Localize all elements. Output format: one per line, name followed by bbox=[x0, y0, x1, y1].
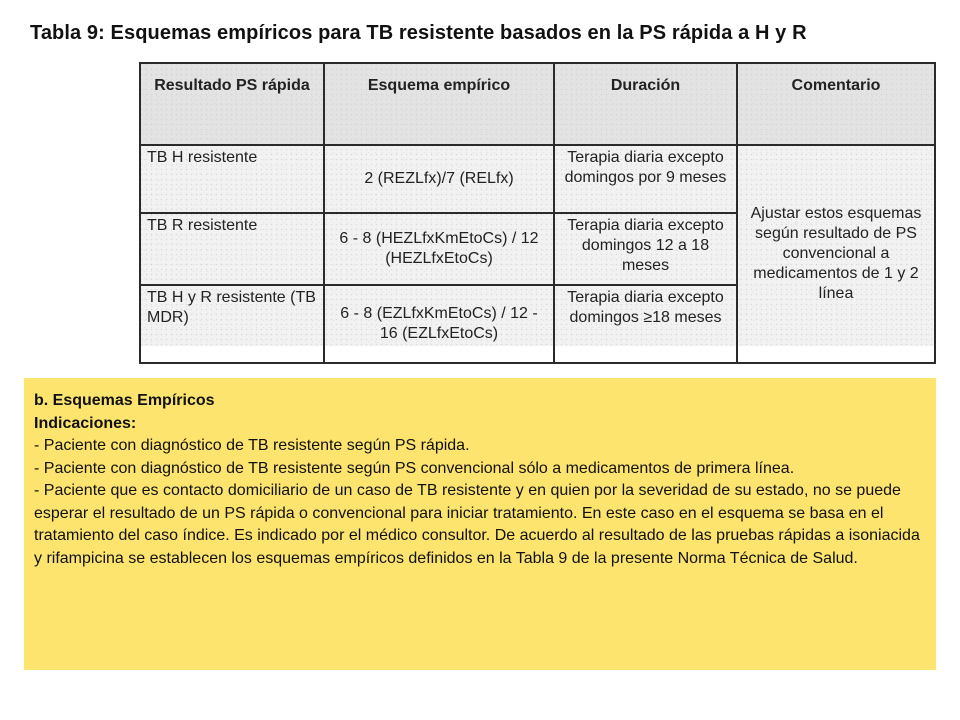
comment-cell: Ajustar estos esquemas según resultado de PS convencional a medicamentos de 1 y 2 línea bbox=[737, 145, 935, 363]
duration-cell: Terapia diaria excepto domingos ≥18 meses bbox=[554, 285, 737, 363]
table-row bbox=[140, 145, 935, 213]
scheme-cell: 2 (REZLfx)/7 (RELfx) bbox=[324, 145, 554, 213]
table-header-row bbox=[140, 63, 935, 145]
header-comment: Comentario bbox=[737, 63, 935, 145]
indications-label: Indicaciones: bbox=[34, 414, 137, 432]
regimen-table bbox=[139, 62, 936, 364]
indication-item: - Paciente con diagnóstico de TB resistente según PS rápida. bbox=[34, 437, 470, 454]
header-duration: Duración bbox=[554, 63, 737, 145]
indication-item: - Paciente que es contacto domiciliario de un caso de TB resistente y en quien por la severidad de su estado, no se puede esperar el resultado de un PS rápida o convencional para iniciar tratamiento. En este caso en el esquema se basa en el tratamiento del caso índice. Es indicado por el médico consultor. De acuerdo al resultado de las pruebas rápidas a isoniacida y rifampicina se establecen los esquemas empíricos definidos en la Tabla 9 de la presente Norma Técnica de Salud. bbox=[34, 482, 920, 567]
header-result: Resultado PS rápida bbox=[140, 63, 324, 145]
result-cell: TB R resistente bbox=[140, 213, 324, 285]
indication-item: - Paciente con diagnóstico de TB resistente según PS convencional sólo a medicamentos de primera línea. bbox=[34, 459, 795, 477]
duration-cell: Terapia diaria excepto domingos 12 a 18 meses bbox=[554, 213, 737, 285]
regimen-table-container bbox=[139, 62, 934, 346]
result-cell: TB H resistente bbox=[140, 145, 324, 213]
section-heading: b. Esquemas Empíricos bbox=[34, 392, 215, 409]
duration-cell: Terapia diaria excepto domingos por 9 meses bbox=[554, 145, 737, 213]
indications-box bbox=[24, 378, 936, 670]
header-scheme: Esquema empírico bbox=[324, 63, 554, 145]
table-title: Tabla 9: Esquemas empíricos para TB resistente basados en la PS rápida a H y R bbox=[30, 22, 807, 44]
scheme-cell: 6 - 8 (HEZLfxKmEtoCs) / 12 (HEZLfxEtoCs) bbox=[324, 213, 554, 285]
scheme-cell: 6 - 8 (EZLfxKmEtoCs) / 12 - 16 (EZLfxEtoCs) bbox=[324, 285, 554, 363]
result-cell: TB H y R resistente (TB MDR) bbox=[140, 285, 324, 363]
